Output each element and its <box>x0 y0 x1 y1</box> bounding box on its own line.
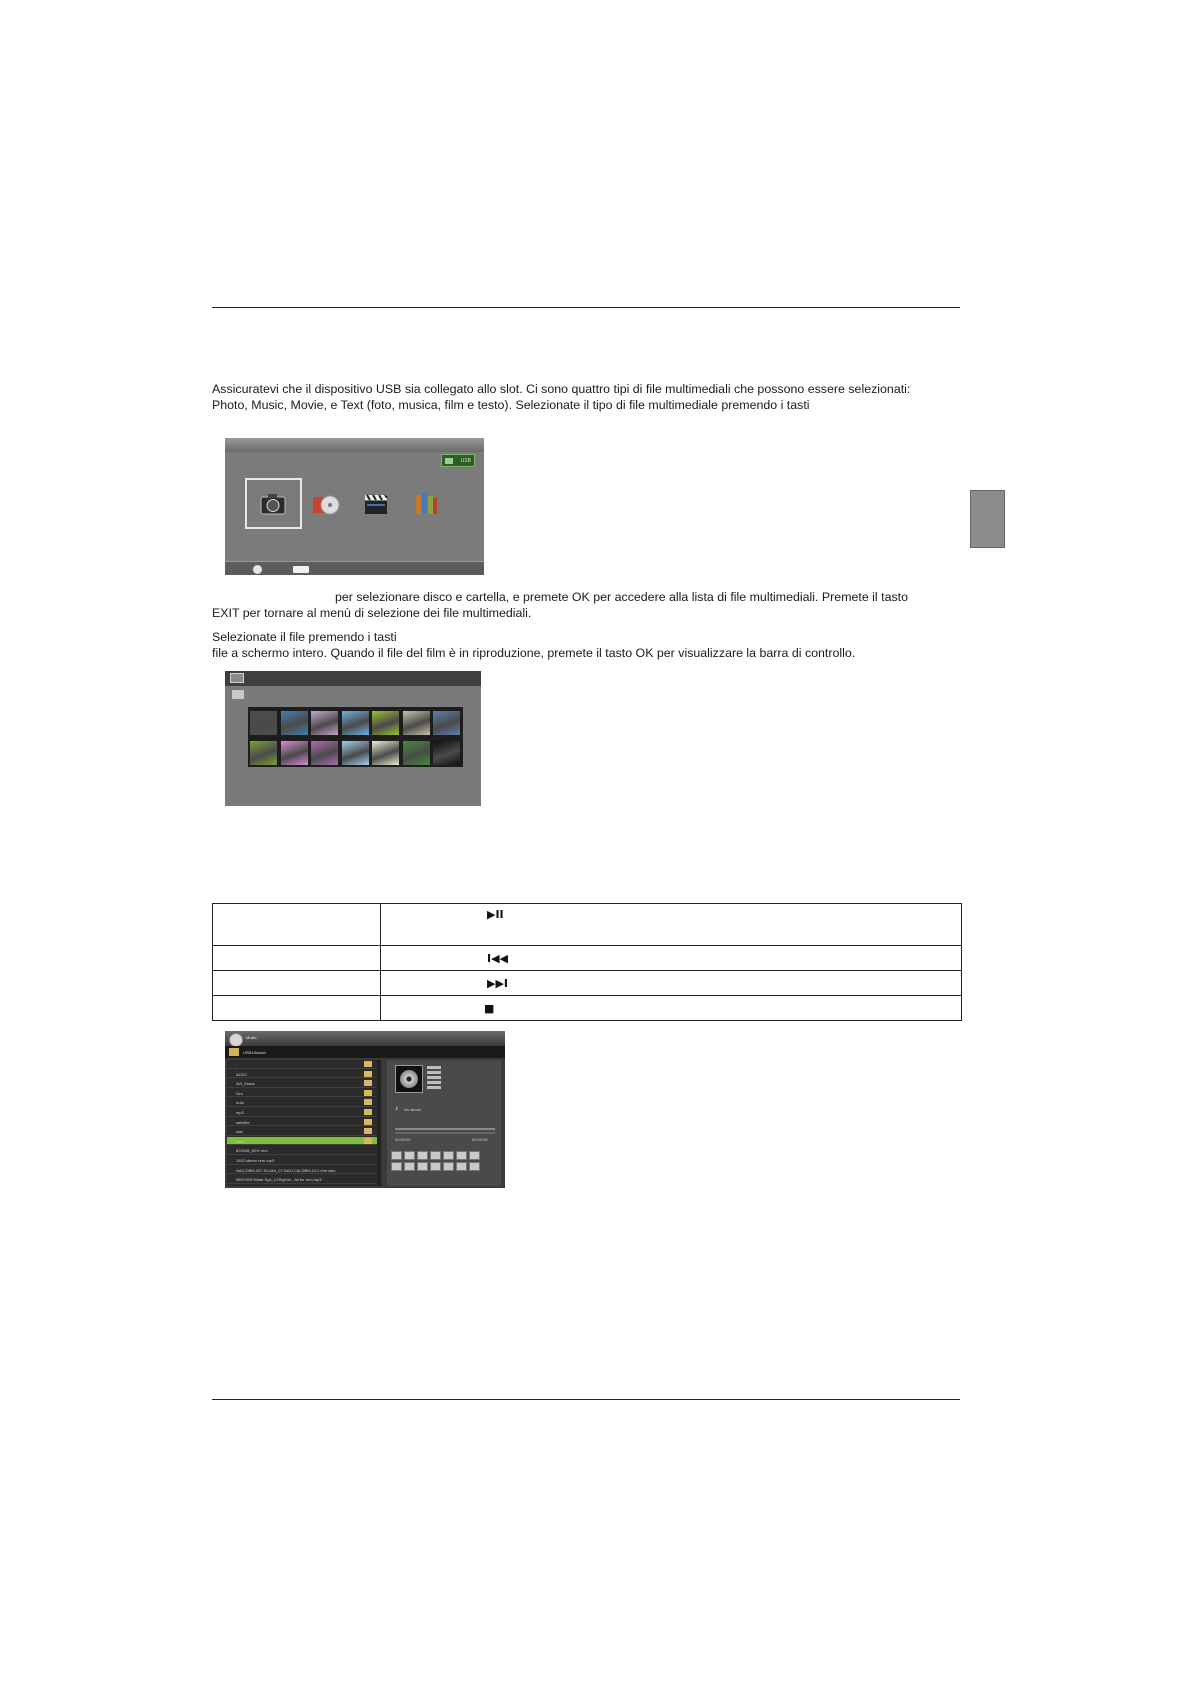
photo-thumbnail[interactable] <box>372 711 399 735</box>
folder-icon <box>232 690 244 699</box>
text-icon[interactable] <box>411 489 441 519</box>
usb-label: USB <box>460 458 471 464</box>
pause-button[interactable] <box>417 1162 428 1171</box>
time-current: 00:00:00 <box>395 1137 411 1142</box>
file-name: NAO-DBH-007-Sh-MA_07-NAO-Ctrl-DBH-44.1 rem.wav <box>236 1167 336 1173</box>
album-cover <box>395 1065 423 1093</box>
repeat-button[interactable] <box>456 1151 467 1160</box>
hint-bar <box>225 561 484 575</box>
file-name: 622045_62% rem <box>236 1148 268 1154</box>
playlist-button[interactable] <box>469 1151 480 1160</box>
file-name: mp3 <box>236 1110 244 1115</box>
usb-icon <box>445 458 453 464</box>
table-cell <box>213 904 381 946</box>
next-icon: ▶▶I <box>487 977 509 990</box>
intro-line-1: Assicuratevi che il dispositivo USB sia collegato allo slot. Ci sono quattro tipi di file multimediali che possono essere selezionati: <box>212 382 911 396</box>
file-list <box>227 1060 381 1186</box>
folder-icon <box>364 1090 372 1096</box>
cd-icon <box>400 1070 418 1088</box>
select-file-line-1: Selezionate il file premendo i tasti <box>212 630 397 644</box>
file-name: ACDC <box>236 1071 248 1077</box>
track-label: No album <box>404 1107 422 1112</box>
time-total: 00:00:00 <box>472 1137 488 1142</box>
scrollbar[interactable] <box>377 1060 381 1186</box>
movie-icon[interactable] <box>361 489 391 519</box>
file-name: wav <box>236 1129 244 1135</box>
list-item[interactable] <box>227 1098 377 1107</box>
folder-icon <box>364 1109 372 1115</box>
previous-button[interactable] <box>391 1151 402 1160</box>
music-icon[interactable] <box>311 489 341 519</box>
track-info <box>427 1066 457 1090</box>
file-name: AVI_Music <box>236 1081 255 1087</box>
photo-thumbnail[interactable] <box>281 711 308 735</box>
path-bar <box>225 1046 505 1058</box>
folder-icon <box>364 1119 372 1125</box>
music-disc-icon <box>229 1033 243 1047</box>
table-cell <box>213 946 381 971</box>
player-title-bar <box>225 1031 505 1046</box>
next-button[interactable] <box>443 1151 454 1160</box>
current-path: USB1/Music/ <box>243 1050 267 1055</box>
progress-bar[interactable] <box>395 1128 495 1130</box>
table-cell <box>381 904 962 946</box>
folder-icon <box>229 1048 239 1056</box>
file-name: satellite <box>236 1119 250 1125</box>
forward-button[interactable] <box>430 1151 441 1160</box>
photo-browser-screenshot <box>225 671 481 806</box>
loop-button[interactable] <box>443 1162 454 1171</box>
photo-thumbnail[interactable] <box>342 711 369 735</box>
photo-thumbnail[interactable] <box>403 741 430 765</box>
music-player-screenshot <box>225 1031 505 1188</box>
photo-icon[interactable] <box>258 489 288 519</box>
list-item[interactable] <box>227 1089 377 1098</box>
file-name: f1m <box>236 1090 243 1096</box>
folder-icon <box>364 1138 372 1144</box>
music-note-icon: ♪ <box>395 1105 399 1112</box>
stop-icon: ■ <box>484 1002 495 1015</box>
list-item[interactable] <box>227 1060 377 1069</box>
navigate-icon <box>253 565 262 574</box>
folder-thumbnail[interactable] <box>250 711 277 735</box>
file-name: wma <box>236 1138 245 1144</box>
footer-rule <box>212 1399 960 1400</box>
stop-button[interactable] <box>430 1162 441 1171</box>
file-name: .. <box>236 1062 239 1067</box>
file-name: m4a <box>236 1100 244 1106</box>
list-item[interactable] <box>227 1118 377 1127</box>
photo-thumbnail[interactable] <box>250 741 277 765</box>
exit-button[interactable] <box>469 1162 480 1171</box>
ok-key-icon <box>293 566 309 573</box>
now-playing-panel <box>387 1060 501 1186</box>
title-bar <box>225 438 484 452</box>
file-name: MMY429+Mate-Syd_2-Rhythm - All for rem.mp3 <box>236 1177 322 1183</box>
photo-thumbnail[interactable] <box>433 741 460 765</box>
list-item[interactable] <box>227 1175 377 1184</box>
list-item[interactable] <box>227 1079 377 1088</box>
shuffle-button[interactable] <box>456 1162 467 1171</box>
volume-bar[interactable] <box>395 1132 495 1134</box>
file-name: 1922 stereo rem.mp3 <box>236 1158 275 1163</box>
table-cell <box>381 946 962 971</box>
table-cell <box>213 971 381 996</box>
play-button[interactable] <box>417 1151 428 1160</box>
photo-header-icon <box>230 673 244 683</box>
list-item[interactable] <box>227 1137 377 1146</box>
folder-icon <box>364 1099 372 1105</box>
nav-line-1: per selezionare disco e cartella, e premete OK per accedere alla lista di file multimediali. Premete il tasto <box>335 590 908 604</box>
list-item[interactable] <box>227 1146 377 1155</box>
list-item[interactable] <box>227 1127 377 1136</box>
player-title: Music <box>246 1035 257 1040</box>
select-file-line-2: file a schermo intero. Quando il file del film è in riproduzione, premete il tasto OK per visualizzare la barra di controllo. <box>212 646 856 660</box>
photo-thumbnail[interactable] <box>311 711 338 735</box>
table-cell <box>213 996 381 1021</box>
player-controls <box>391 1151 499 1181</box>
table-cell <box>381 996 962 1021</box>
list-item[interactable] <box>227 1070 377 1079</box>
rewind-button[interactable] <box>404 1151 415 1160</box>
list-item[interactable] <box>227 1108 377 1117</box>
controls-table <box>212 903 962 1021</box>
photo-thumbnail[interactable] <box>403 711 430 735</box>
media-select-screenshot <box>225 438 484 575</box>
nav-line-2: EXIT per tornare al menù di selezione dei file multimediali. <box>212 606 532 620</box>
mute-button[interactable] <box>404 1162 415 1171</box>
thumbnail-grid <box>248 707 463 767</box>
header-rule <box>212 307 960 308</box>
photo-thumbnail[interactable] <box>311 741 338 765</box>
photo-thumbnail[interactable] <box>372 741 399 765</box>
photo-thumbnail[interactable] <box>281 741 308 765</box>
list-item[interactable] <box>227 1166 377 1175</box>
info-button[interactable] <box>391 1162 402 1171</box>
intro-line-2: Photo, Music, Movie, e Text (foto, musica, film e testo). Selezionate il tipo di file multimediale premendo i tasti <box>212 398 810 412</box>
folder-icon <box>364 1128 372 1134</box>
table-cell <box>381 971 962 996</box>
chapter-tab <box>970 490 1005 548</box>
photo-thumbnail[interactable] <box>342 741 369 765</box>
folder-icon <box>364 1071 372 1077</box>
list-item[interactable] <box>227 1156 377 1165</box>
folder-icon <box>364 1080 372 1086</box>
play-pause-icon: ▶II <box>487 908 504 921</box>
previous-icon: I◀◀ <box>487 952 509 965</box>
usb-source-badge <box>441 454 475 467</box>
photo-thumbnail[interactable] <box>433 711 460 735</box>
browser-header <box>225 671 481 686</box>
folder-icon <box>364 1061 372 1067</box>
